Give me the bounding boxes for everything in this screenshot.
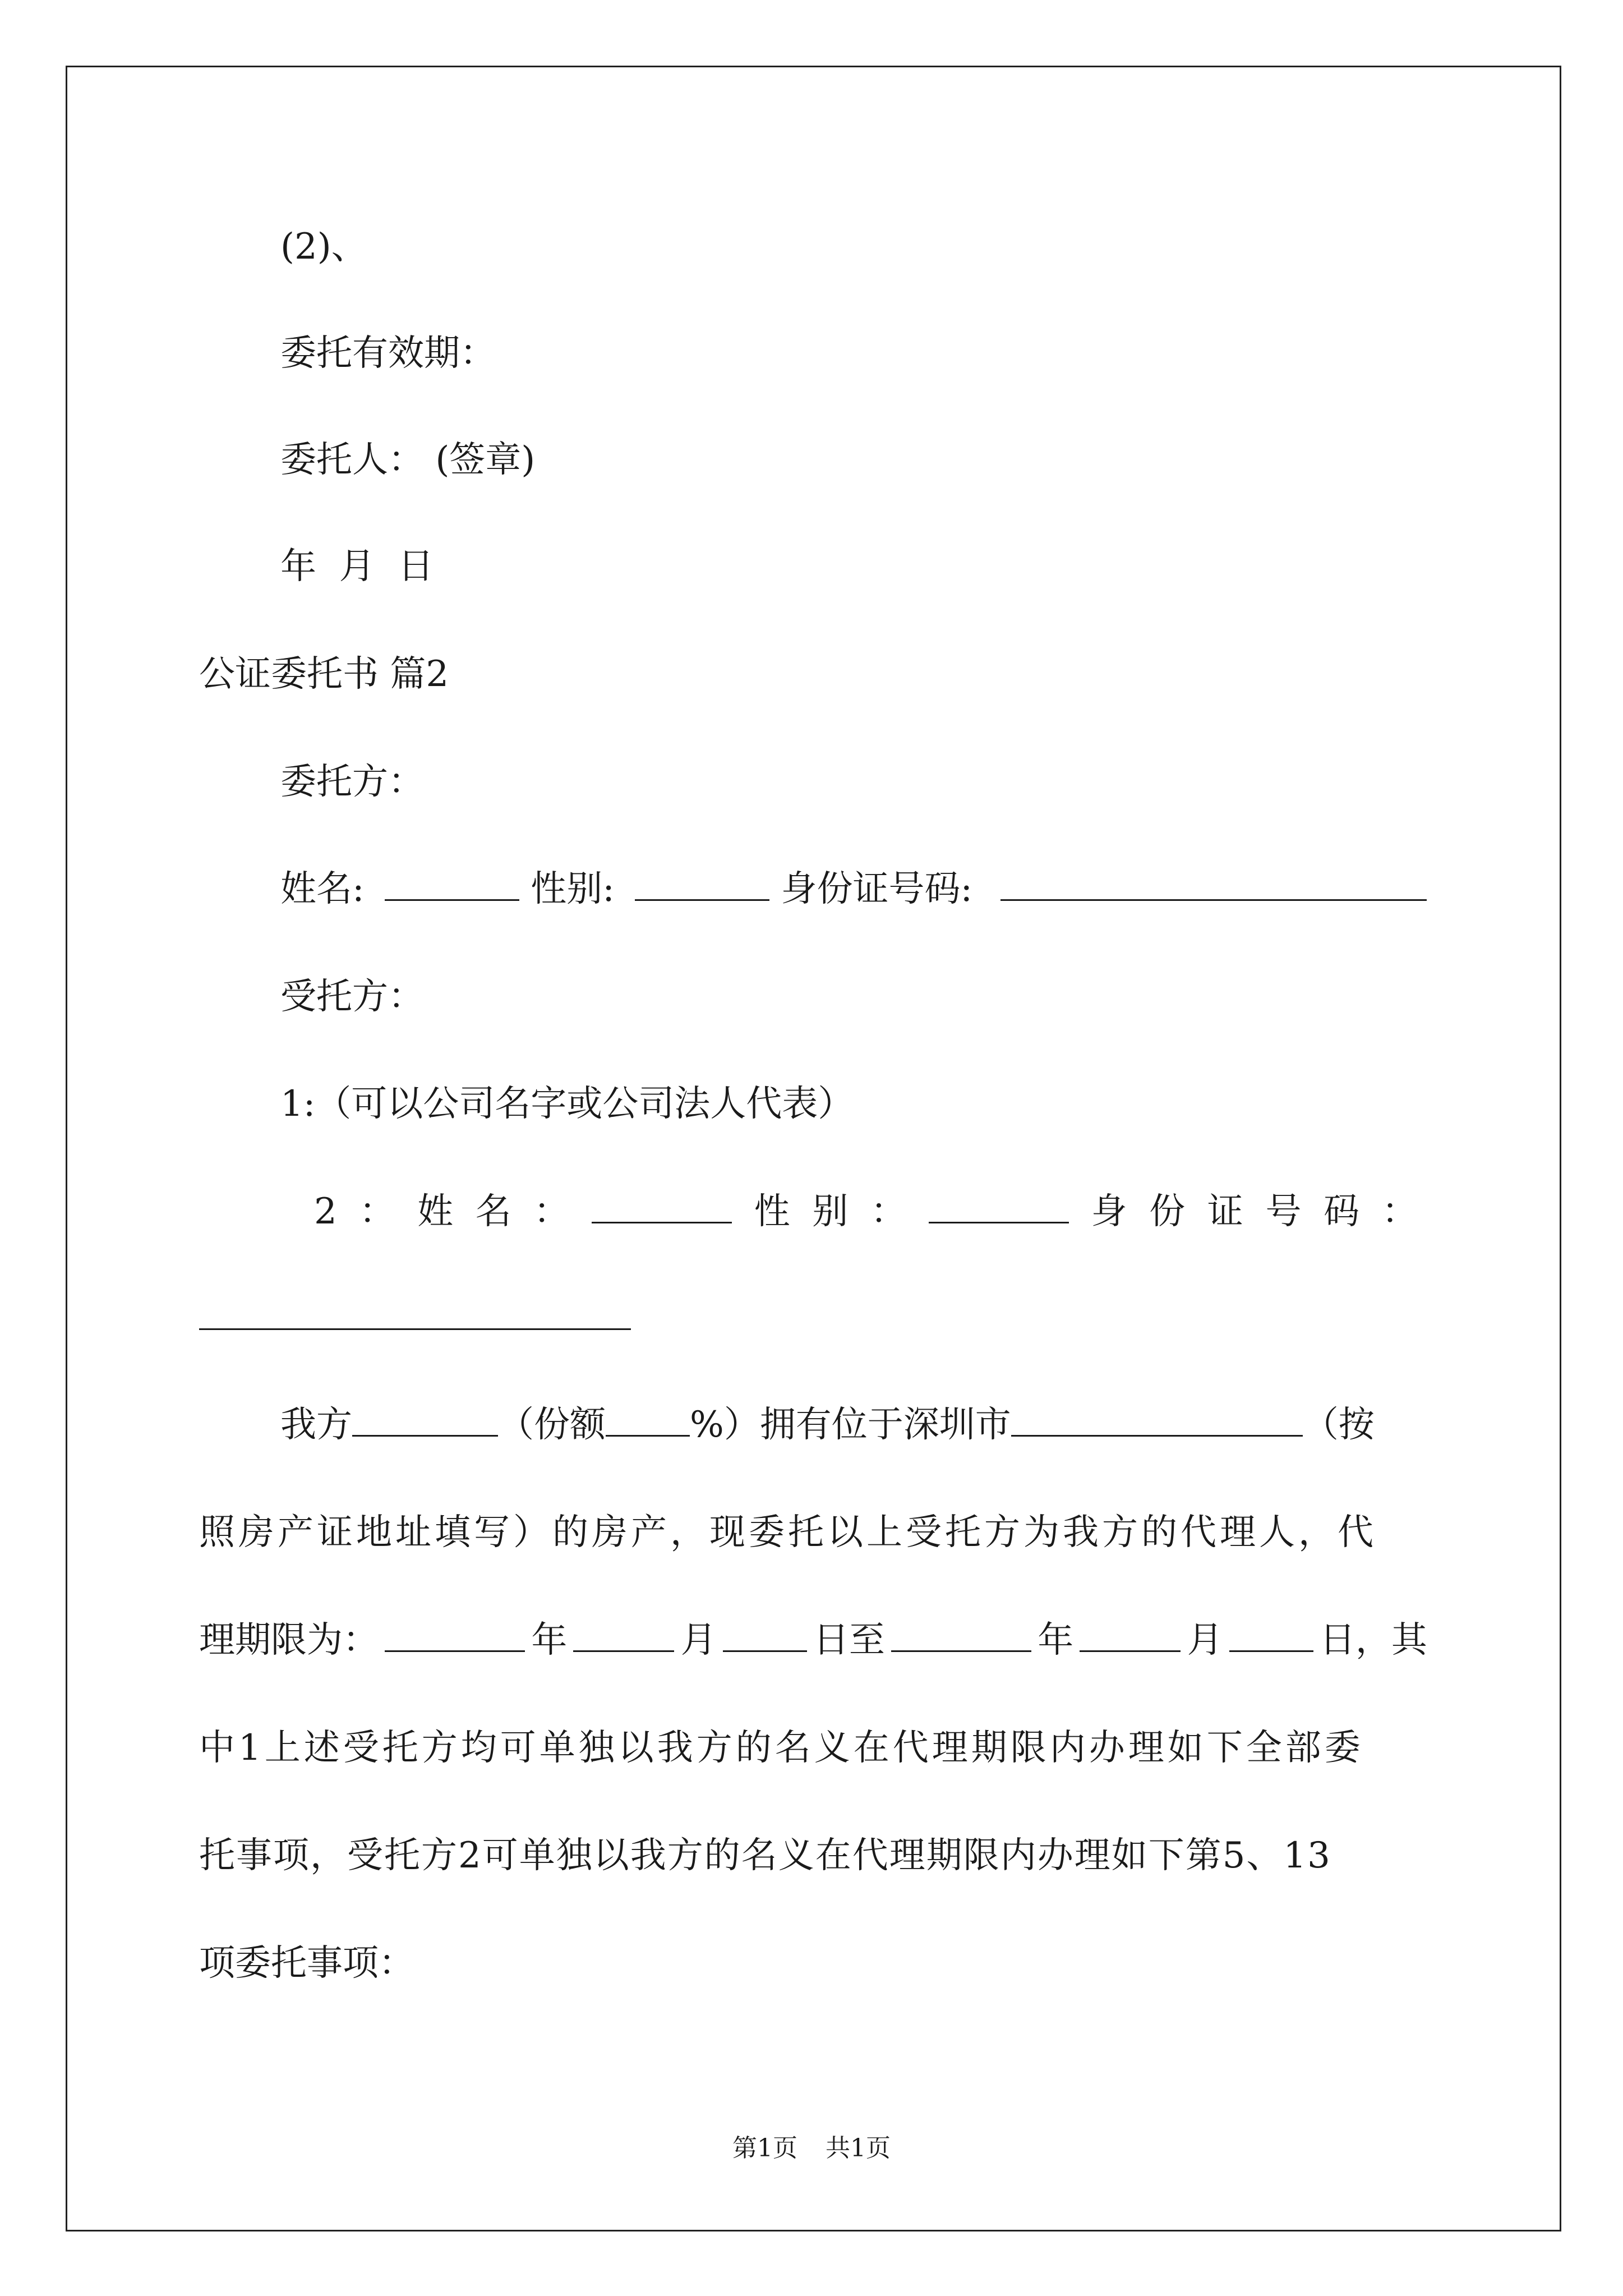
agent2-char: ： [533,1191,570,1232]
start-year-blank[interactable] [385,1618,525,1652]
id-blank[interactable] [1000,867,1427,901]
principal-signature: 委托人： (签章) [280,439,536,481]
agent2-name-blank[interactable] [592,1189,732,1223]
gender-blank[interactable] [635,867,769,901]
agent-label: 受托方： [280,976,424,1018]
clause-2: (2)、 [280,226,367,268]
agent2-char: 号 [1265,1191,1302,1232]
agent2-char: 身 [1091,1191,1127,1232]
date-line: 年 月 日 [280,546,434,587]
agent2-char: 2 [314,1191,337,1232]
share-blank[interactable] [606,1402,690,1437]
para-line-2: 照房产证地址填写）的房产，现委托以上受托方为我方的代理人，代 [199,1512,1377,1553]
page-footer [0,2132,1623,2165]
end-day-blank[interactable] [1229,1618,1313,1652]
para-text: %）拥有位于深圳市 [690,1404,1011,1446]
agent2-char: 性 [754,1191,790,1232]
para-text: 理期限为： [199,1619,379,1661]
page-number: 第1页 [732,2134,797,2162]
agent2-id-blank[interactable] [199,1296,631,1330]
agent2-id-row [199,1296,631,1341]
agent2-char: 姓 [417,1191,454,1232]
agent2-char: 份 [1149,1191,1186,1232]
para-line-5: 托事项，受托方2可单独以我方的名义在代理期限内办理如下第5、13 [199,1835,1331,1876]
end-month-blank[interactable] [1080,1618,1181,1652]
agent2-char: ： [359,1191,395,1232]
agent2-char: ： [870,1191,907,1232]
principal-label: 委托方： [280,761,424,803]
name-label: 姓名: [280,868,365,910]
agent2-char: 名 [475,1191,511,1232]
start-day-blank[interactable] [723,1618,807,1652]
para-text: 年 [1038,1619,1074,1661]
validity-label: 委托有效期： [280,333,496,374]
start-month-blank[interactable] [573,1618,674,1652]
page-total: 共1页 [826,2134,891,2162]
id-label: 身份证号码: [781,868,973,910]
para-text: 日，其 [1319,1619,1427,1661]
agent2-char: 码 [1324,1191,1360,1232]
principal-blank[interactable] [352,1402,498,1437]
para-text: （份额 [498,1404,606,1446]
para-text: 月 [680,1619,717,1661]
agent2-char: 别 [812,1191,849,1232]
principal-info-row [280,867,1427,912]
address-blank[interactable] [1011,1402,1303,1437]
para-line-6: 项委托事项： [199,1943,414,1984]
para-text: 年 [531,1619,568,1661]
agent-1: 1:（可以公司名字或公司法人代表） [280,1083,854,1125]
name-blank[interactable] [385,867,519,901]
agent2-char: ： [1381,1191,1418,1232]
para-line-3 [199,1618,1427,1663]
gender-label: 性别: [531,868,615,910]
agent2-gender-blank[interactable] [929,1189,1069,1223]
para-text: 日至 [813,1619,885,1661]
para-text: 我方 [280,1404,352,1446]
para-text: 月 [1187,1619,1223,1661]
agent2-char: 证 [1207,1191,1243,1232]
para-text: （按 [1302,1404,1375,1446]
end-year-blank[interactable] [891,1618,1031,1652]
page-border [66,66,1561,2231]
agent-2-row [314,1189,1418,1234]
para-line-4: 中1上述受托方均可单独以我方的名义在代理期限内办理如下全部委 [199,1727,1364,1769]
section-title: 公证委托书 篇2 [199,654,449,695]
para-line-1 [280,1402,1375,1447]
